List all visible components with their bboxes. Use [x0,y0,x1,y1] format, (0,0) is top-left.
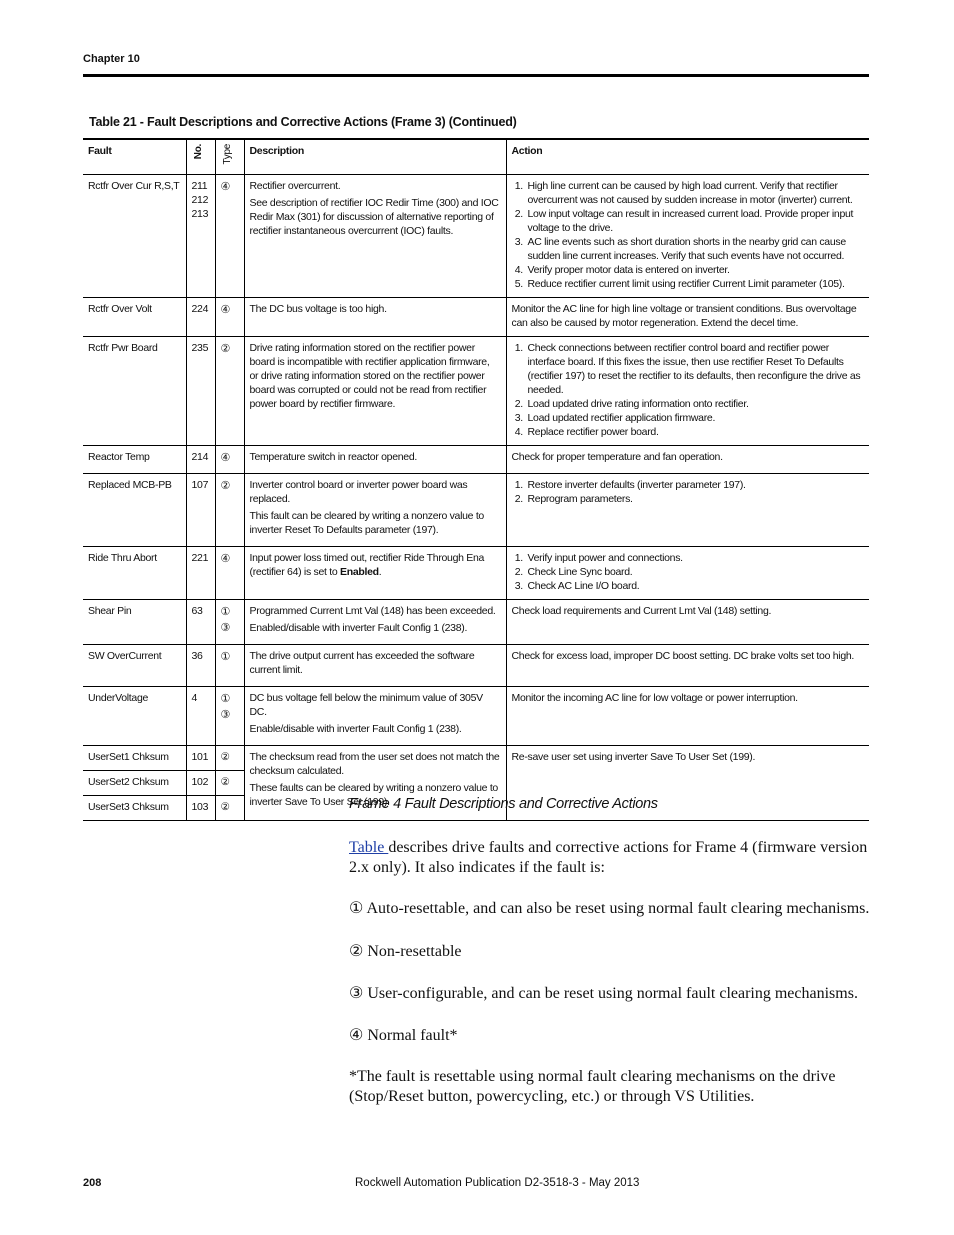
fault-number-value: 221 [191,552,209,565]
legend-symbol: ④ [349,1027,364,1044]
description-paragraph: Enabled/disable with inverter Fault Config 1 (238). [249,622,468,635]
action-list [512,551,865,593]
legend-text: Auto-resettable, and can also be reset using normal fault clearing mechanisms. [366,900,870,917]
description-paragraph: The checksum read from the user set does not match the checksum calculated. [249,751,500,778]
description-cell [244,547,506,600]
table-body [83,175,869,821]
fault-type-cell: ② [215,771,244,796]
table-row [83,298,869,337]
description-cell [244,337,506,446]
fault-name-cell: Shear Pin [83,600,186,645]
chapter-label: Chapter 10 [83,53,140,65]
page-number: 208 [83,1177,102,1189]
fault-type-value: ③ [220,622,231,635]
description-paragraph: Temperature switch in reactor opened. [249,451,417,464]
fault-number-cell [186,474,215,547]
legend-item-1 [349,899,871,919]
fault-name-cell: Reactor Temp [83,446,186,474]
fault-type-value: ① [220,693,231,706]
action-cell: Check load requirements and Current Lmt Val (148) setting. [506,600,869,645]
action-cell: Check for excess load, improper DC boost setting. DC brake volts set too high. [506,645,869,687]
description-paragraph: This fault can be cleared by writing a nonzero value to inverter Reset To Defaults parameter (197). [249,510,484,537]
fault-type-value: ③ [220,709,231,722]
description-cell [244,175,506,298]
fault-type-cell [215,600,244,645]
col-header-description: Description [244,139,506,175]
fault-type-cell [215,687,244,746]
legend-item-2 [349,942,871,962]
fault-number-value: 213 [191,208,209,221]
fault-type-value: ② [220,343,231,356]
intro-paragraph [349,838,871,878]
table-row [83,337,869,446]
description-cell [244,446,506,474]
fault-type-value: ④ [220,304,231,317]
action-item: 2. Reprogram parameters. [526,492,865,506]
fault-number-value: 212 [191,194,209,207]
legend-symbol: ① [349,900,364,917]
fault-number-cell [186,600,215,645]
header-rule [83,74,869,77]
col-header-fault: Fault [83,139,186,175]
section-title: Frame 4 Fault Descriptions and Corrective Actions [349,796,658,812]
action-list [512,179,865,291]
fault-name-cell: UserSet1 Chksum [83,746,186,771]
fault-type-cell [215,645,244,687]
publication-info: Rockwell Automation Publication D2-3518-3 - May 2013 [355,1177,640,1189]
table-row [83,746,869,771]
description-paragraph: DC bus voltage fell below the minimum value of 305V DC. [249,692,483,719]
fault-type-cell: ② [215,796,244,821]
col-header-action: Action [506,139,869,175]
table-link[interactable]: Table [349,839,389,856]
fault-type-value: ④ [220,181,231,194]
fault-number-cell [186,687,215,746]
table-header-row [83,139,869,175]
action-item: 1. Restore inverter defaults (inverter parameter 197). [526,478,865,492]
action-item: 4. Verify proper motor data is entered on inverter. [526,263,865,277]
description-paragraph: The DC bus voltage is too high. [249,303,387,316]
fault-type-value: ② [220,480,231,493]
fault-number-value: 36 [191,650,203,663]
fault-name-cell: UserSet2 Chksum [83,771,186,796]
description-emphasis: Enabled [340,566,379,579]
fault-number-value: 214 [191,451,209,464]
fault-type-cell [215,547,244,600]
fault-type-cell: ② [215,746,244,771]
fault-name-cell: Rctfr Pwr Board [83,337,186,446]
description-paragraph: Enable/disable with inverter Fault Config 1 (238). [249,723,462,736]
description-paragraph: The drive output current has exceeded the software current limit. [249,650,475,677]
fault-name-cell: SW OverCurrent [83,645,186,687]
fault-name-cell: Ride Thru Abort [83,547,186,600]
fault-table [83,138,869,821]
action-item: 2. Low input voltage can result in increased current load. Provide proper input voltage to the drive. [526,207,865,235]
fault-type-value: ① [220,606,231,619]
action-cell: Monitor the incoming AC line for low voltage or power interruption. [506,687,869,746]
fault-type-value: ④ [220,553,231,566]
action-list [512,478,865,506]
action-list [512,341,865,439]
action-item: 3. Check AC Line I/O board. [526,579,865,593]
fault-number-value: 224 [191,303,209,316]
fault-type-cell [215,175,244,298]
table-row [83,645,869,687]
action-cell [506,474,869,547]
legend-item-4 [349,1026,871,1046]
action-cell [506,547,869,600]
table-row [83,547,869,600]
description-paragraph [250,551,501,579]
legend-text: Normal fault* [367,1027,458,1044]
fault-number-cell [186,446,215,474]
legend-text: User-configurable, and can be reset using normal fault clearing mechanisms. [367,985,858,1002]
action-cell [506,175,869,298]
action-item: 1. High line current can be caused by high load current. Verify that rectifier overcurrent was not caused by sudden increase in motor (inverter) current. [526,179,865,207]
fault-number-value: 63 [191,605,203,618]
fault-name-cell: Rctfr Over Cur R,S,T [83,175,186,298]
description-paragraph: Rectifier overcurrent. [249,180,341,193]
action-cell: Re-save user set using inverter Save To User Set (199). [506,746,869,821]
table-row [83,687,869,746]
action-cell: Check for proper temperature and fan operation. [506,446,869,474]
action-item: 3. AC line events such as short duration shorts in the nearby grid can cause sudden line current increases. Verify that such events have not occurred. [526,235,865,263]
fault-number-value: 107 [191,479,209,492]
fault-number-cell [186,298,215,337]
fault-number-value: 211 [191,180,208,193]
fault-type-value: ④ [220,452,231,465]
legend-text: Non-resettable [367,943,462,960]
table-row [83,600,869,645]
fault-type-cell [215,446,244,474]
intro-text: describes drive faults and corrective actions for Frame 4 (firmware version 2.x only). It also indicates if the fault is: [349,839,868,876]
description-cell [244,645,506,687]
fault-number-value: 235 [191,342,209,355]
table-row [83,474,869,547]
description-text: . [378,566,382,579]
action-cell: Monitor the AC line for high line voltage or transient conditions. Bus overvoltage can also be caused by motor regeneration. Extend the decel time. [506,298,869,337]
description-cell [244,474,506,547]
action-item: 2. Check Line Sync board. [526,565,865,579]
table-row [83,446,869,474]
fault-number-cell [186,175,215,298]
action-item: 1. Check connections between rectifier control board and rectifier power interface board. If this fixes the issue, then use rectifier Reset To Defaults (rectifier 197) to reset the rectifier to its defaults, then reconfigure the drive as needed. [526,341,865,397]
col-header-no: No. [186,139,215,175]
fault-type-cell [215,298,244,337]
action-item: 4. Replace rectifier power board. [526,425,865,439]
action-item: 5. Reduce rectifier current limit using rectifier Current Limit parameter (105). [526,277,865,291]
description-paragraph: Drive rating information stored on the rectifier power board is incompatible with rectifier application firmware, or drive rating information stored on the rectifier power board was corrupted or could not be read from rectifier power board by rectifier firmware. [249,342,490,411]
fault-name-cell: Rctfr Over Volt [83,298,186,337]
fault-name-cell: UnderVoltage [83,687,186,746]
fault-number-cell [186,645,215,687]
description-text: Input power loss timed out, rectifier Ride Through Ena (rectifier 64) is set to [249,552,485,579]
footnote: *The fault is resettable using normal fault clearing mechanisms on the drive (Stop/Reset button, powercycling, etc.) or through VS Utilities. [349,1068,836,1105]
action-item: 1. Verify input power and connections. [526,551,865,565]
fault-type-cell [215,337,244,446]
action-item: 3. Load updated rectifier application firmware. [526,411,865,425]
fault-table-container [83,138,869,821]
fault-number-value: 4 [191,692,198,705]
action-item: 2. Load updated drive rating information onto rectifier. [526,397,865,411]
description-cell [244,298,506,337]
description-cell [244,687,506,746]
fault-number-cell: 101 [186,746,215,771]
fault-number-cell: 103 [186,796,215,821]
legend-item-3 [349,984,871,1004]
fault-type-cell [215,474,244,547]
col-header-type: Type [215,139,244,175]
description-paragraph: Programmed Current Lmt Val (148) has been exceeded. [249,605,496,618]
legend-symbol: ③ [349,985,364,1002]
fault-name-cell: Replaced MCB-PB [83,474,186,547]
table-row [83,175,869,298]
description-cell [244,600,506,645]
table-title: Table 21 - Fault Descriptions and Corrective Actions (Frame 3) (Continued) [89,115,517,129]
description-paragraph: See description of rectifier IOC Redir Time (300) and IOC Redir Max (301) for discussion of alternative reporting of rectifier instantaneous overcurrent (IOC) faults. [249,197,499,238]
legend-symbol: ② [349,943,364,960]
fault-name-cell: UserSet3 Chksum [83,796,186,821]
description-paragraph: These faults can be cleared by writing a nonzero value to inverter Save To User Set (199). [249,782,498,809]
fault-number-cell [186,547,215,600]
description-paragraph: Inverter control board or inverter power board was replaced. [249,479,468,506]
fault-number-cell: 102 [186,771,215,796]
fault-type-value: ① [220,651,231,664]
fault-number-cell [186,337,215,446]
action-cell [506,337,869,446]
